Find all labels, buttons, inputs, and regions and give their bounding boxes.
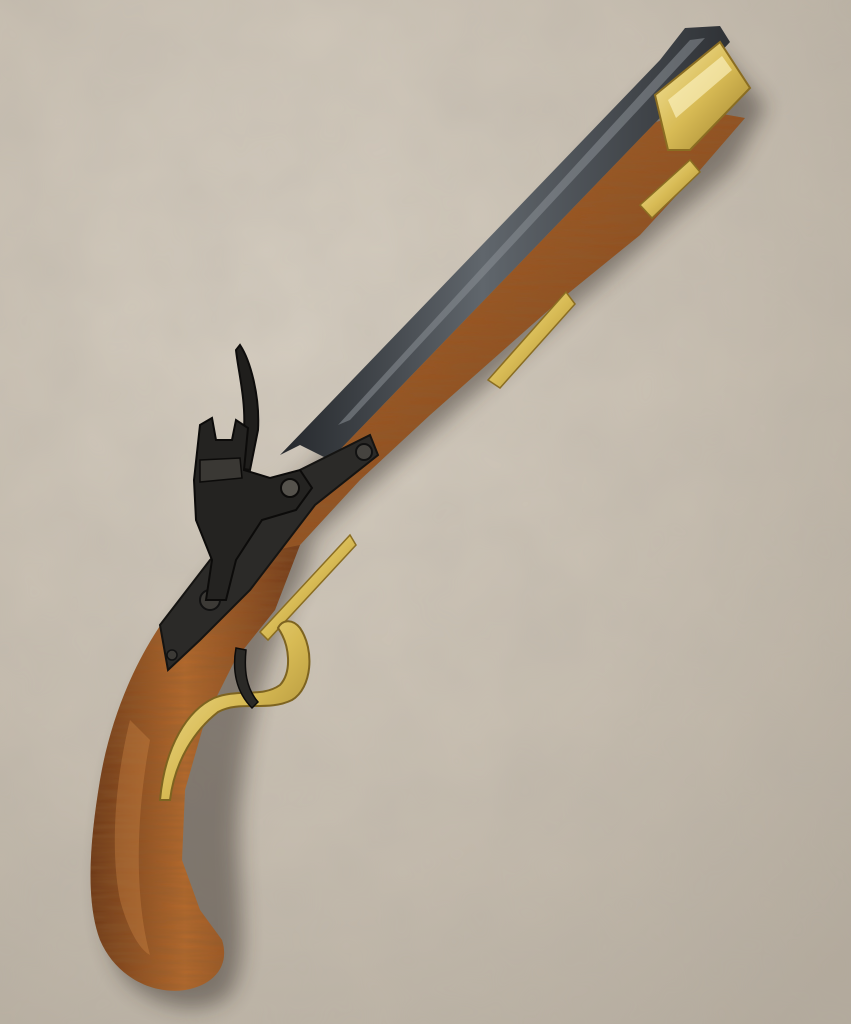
hammer-screw (281, 479, 299, 497)
lock-screw-front (356, 444, 372, 460)
lock-screw-tail (167, 650, 177, 660)
flint-jaw (200, 458, 242, 482)
